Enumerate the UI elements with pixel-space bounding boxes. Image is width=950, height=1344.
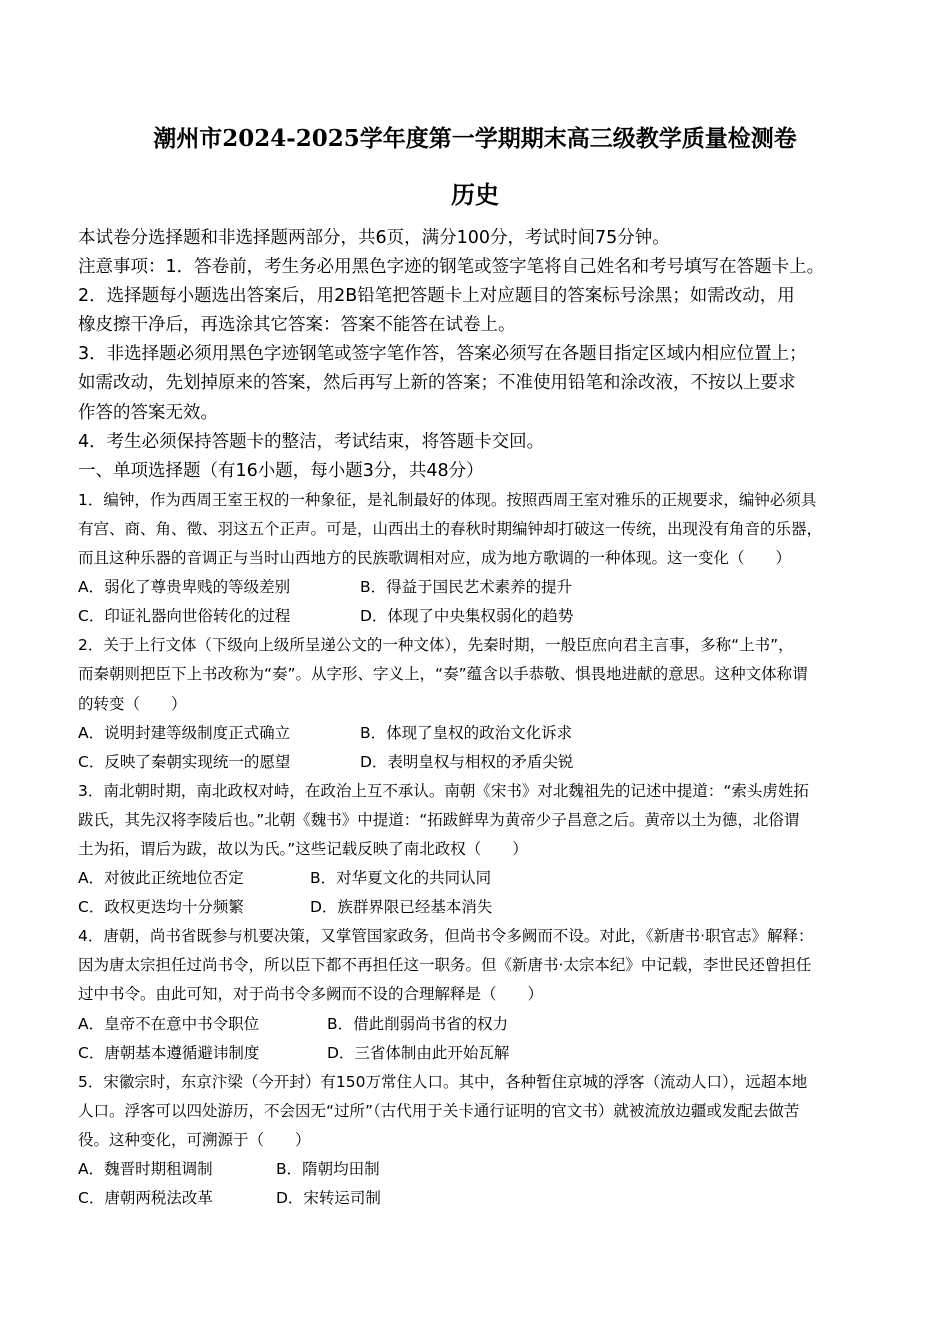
option-c[interactable]: C．印证礼器向世俗转化的过程 xyxy=(78,607,291,626)
option-a[interactable]: A．魏晋时期租调制 xyxy=(78,1160,213,1178)
note-line: 如需改动，先划掉原来的答案，然后再写上新的答案；不准使用铅笔和涂改液，不按以上要求 xyxy=(78,373,796,394)
option-d[interactable]: D．族群界限已经基本消失 xyxy=(310,898,493,917)
note-line: 4．考生必须保持答题卡的整洁，考试结束，将答题卡交回。 xyxy=(78,431,545,452)
option-d[interactable]: D．体现了中央集权弱化的趋势 xyxy=(360,607,574,626)
question-5 xyxy=(78,1068,890,1213)
subject-title: 历史 xyxy=(451,180,499,209)
question-text: 有宫、商、角、徵、羽这五个正声。可是，山西出土的春秋时期编钟却打破这一传统，出现没有角音的乐器， xyxy=(78,519,823,538)
option-row xyxy=(78,573,890,602)
note-line: 橡皮擦干净后，再选涂其它答案：答案不能答在试卷上。 xyxy=(78,315,516,336)
question-text: 土为拓，谓后为跋，故以为氏。”这些记载反映了南北政权（ ） xyxy=(78,839,528,858)
option-d[interactable]: D．表明皇权与相权的矛盾尖锐 xyxy=(360,752,574,771)
option-row xyxy=(78,719,890,748)
question-1 xyxy=(78,486,890,631)
question-text: 的转变（ ） xyxy=(78,694,187,713)
question-text: 2．关于上行文体（下级向上级所呈递公文的一种文体），先秦时期，一般臣庶向君主言事，多称“上书”， xyxy=(78,636,794,655)
option-c[interactable]: C．唐朝基本遵循避讳制度 xyxy=(78,1043,260,1062)
option-c[interactable]: C．反映了秦朝实现统一的愿望 xyxy=(78,752,291,771)
intro-line: 本试卷分选择题和非选择题两部分，共6页，满分100分，考试时间75分钟。 xyxy=(78,228,670,248)
option-b[interactable]: B．得益于国民艺术素养的提升 xyxy=(360,578,573,597)
option-row xyxy=(78,1184,890,1213)
option-row xyxy=(78,1155,890,1184)
option-b[interactable]: B．体现了皇权的政治文化诉求 xyxy=(360,723,573,742)
question-4 xyxy=(78,922,890,1067)
section-heading: 一、单项选择题（有16小题，每小题3分，共48分） xyxy=(78,460,484,481)
note-line: 3．非选择题必须用黑色字迹钢笔或签字笔作答，答案必须写在各题目指定区域内相应位置上； xyxy=(78,344,807,365)
option-a[interactable]: A．弱化了尊贵卑贱的等级差别 xyxy=(78,578,291,597)
question-text: 而且这种乐器的音调正与当时山西地方的民族歌调相对应，成为地方歌调的一种体现。这一变化（ ） xyxy=(78,549,792,568)
option-a[interactable]: A．对彼此正统地位否定 xyxy=(78,869,244,888)
note-line: 作答的答案无效。 xyxy=(78,402,218,423)
question-2 xyxy=(78,631,890,776)
question-text: 役。这种变化，可溯源于（ ） xyxy=(78,1130,311,1149)
question-text: 人口。浮客可以四处游历，不会因无“过所”（古代用于关卡通行证明的官文书）就被流放边疆或发配去做苦 xyxy=(78,1101,800,1120)
option-row xyxy=(78,1010,890,1039)
option-row xyxy=(78,864,890,893)
question-text: 3．南北朝时期，南北政权对峙，在政治上互不承认。南朝《宋书》对北魏祖先的记述中提道：“索头虏姓拓 xyxy=(78,781,809,800)
option-a[interactable]: A．皇帝不在意中书令职位 xyxy=(78,1014,260,1033)
option-d[interactable]: D．宋转运司制 xyxy=(276,1189,381,1208)
option-row xyxy=(78,1039,890,1068)
option-b[interactable]: B．借此削弱尚书省的权力 xyxy=(327,1014,509,1033)
question-text: 因为唐太宗担任过尚书令，所以臣下都不再担任这一职务。但《新唐书·太宗本纪》中记载，李世民还曾担任 xyxy=(78,956,812,975)
question-text: 1．编钟，作为西周王室王权的一种象征，是礼制最好的体现。按照西周王室对雅乐的正规要求，编钟必须具 xyxy=(78,490,817,509)
exam-title: 潮州市2024-2025学年度第一学期期末高三级教学质量检测卷 xyxy=(153,125,797,152)
question-text: 跋氏，其先汉将李陵后也。”北朝《魏书》中提道：“拓跋鲜卑为黄帝少子昌意之后。黄帝以土为德，北俗谓 xyxy=(78,810,800,829)
question-text: 过中书令。由此可知，对于尚书令多阙而不设的合理解释是（ ） xyxy=(78,985,544,1004)
option-row xyxy=(78,748,890,777)
option-row xyxy=(78,602,890,631)
exam-body xyxy=(78,224,890,1213)
option-c[interactable]: C．唐朝两税法改革 xyxy=(78,1189,213,1208)
option-b[interactable]: B．隋朝均田制 xyxy=(276,1160,380,1178)
note-line: 注意事项：1．答卷前，考生务必用黑色字迹的钢笔或签字笔将自己姓名和考号填写在答题卡上。 xyxy=(78,257,825,278)
option-b[interactable]: B．对华夏文化的共同认同 xyxy=(310,869,492,888)
question-3 xyxy=(78,777,890,922)
option-row xyxy=(78,893,890,922)
question-text: 5．宋徽宗时，东京汴梁（今开封）有150万常住人口。其中，各种暂住京城的浮客（流动人口），远超本地 xyxy=(78,1072,808,1091)
note-line: 2．选择题每小题选出答案后，用2B铅笔把答题卡上对应题目的答案标号涂黑；如需改动，用 xyxy=(78,286,795,307)
question-text: 而秦朝则把臣下上书改称为“奏”。从字形、字义上，“奏”蕴含以手恭敬、惧畏地进献的意思。这种文体称谓 xyxy=(78,665,808,684)
option-c[interactable]: C．政权更迭均十分频繁 xyxy=(78,898,244,917)
option-a[interactable]: A．说明封建等级制度正式确立 xyxy=(78,723,291,742)
question-text: 4．唐朝，尚书省既参与机要决策，又掌管国家政务，但尚书令多阙而不设。对此，《新唐书·职官志》解释： xyxy=(78,927,814,946)
option-d[interactable]: D．三省体制由此开始瓦解 xyxy=(327,1043,510,1062)
